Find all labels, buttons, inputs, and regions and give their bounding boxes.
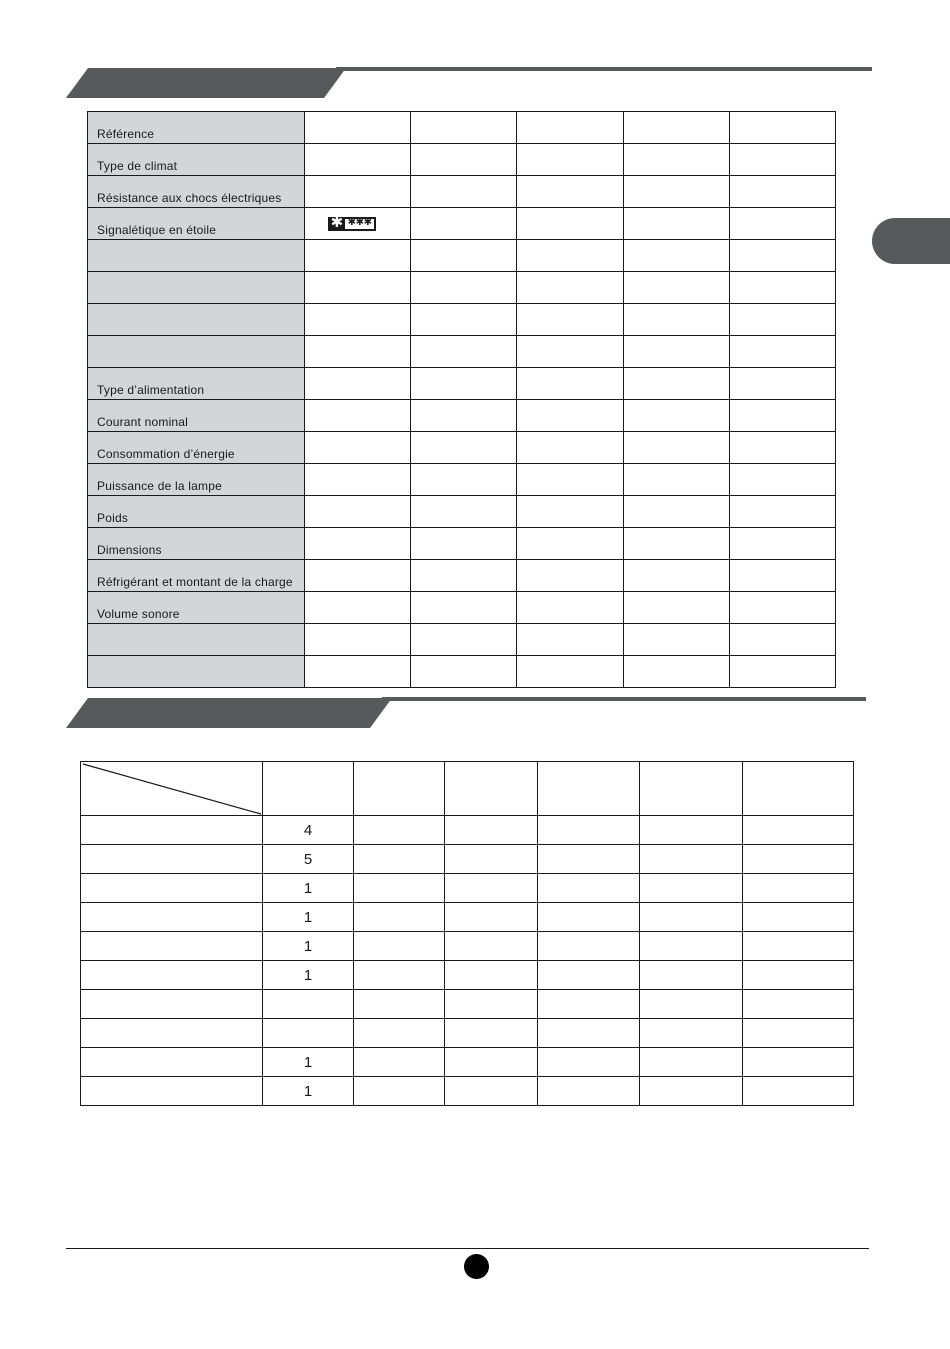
parts-value-cell (445, 1048, 538, 1077)
spec-row (88, 304, 836, 336)
parts-value-cell (354, 1048, 445, 1077)
spec-value-cell (411, 304, 517, 336)
header-cell (640, 762, 743, 816)
spec-value-cell (623, 464, 729, 496)
spec-row (88, 496, 836, 528)
parts-value-cell (640, 903, 743, 932)
spec-label: Consommation d’énergie (88, 432, 305, 464)
parts-value-cell (538, 932, 640, 961)
parts-value-cell (445, 903, 538, 932)
parts-value-cell (445, 961, 538, 990)
spec-value-cell (411, 464, 517, 496)
spec-value-cell (729, 496, 835, 528)
parts-value-cell (640, 1077, 743, 1106)
spec-value-cell (729, 432, 835, 464)
spec-value-cell (411, 240, 517, 272)
spec-value-cell (305, 336, 411, 368)
spec-row (88, 368, 836, 400)
spec-row (88, 624, 836, 656)
spec-value-cell (623, 432, 729, 464)
spec-value-cell (623, 304, 729, 336)
spec-label (88, 656, 305, 688)
spec-value-cell (729, 304, 835, 336)
parts-value-cell (640, 874, 743, 903)
spec-value-cell (305, 656, 411, 688)
spec-value-cell (517, 208, 623, 240)
spec-value-cell (729, 176, 835, 208)
spec-value-cell (623, 560, 729, 592)
spec-value-cell (517, 272, 623, 304)
parts-value-cell (538, 1019, 640, 1048)
spec-value-cell (517, 528, 623, 560)
spec-label: Référence (88, 112, 305, 144)
parts-value-cell (354, 990, 445, 1019)
parts-row (81, 1077, 854, 1106)
parts-value-cell (640, 845, 743, 874)
spec-value-cell (729, 624, 835, 656)
spec-value-cell (305, 400, 411, 432)
spec-value-cell (729, 208, 835, 240)
parts-value-cell (640, 961, 743, 990)
spec-row (88, 208, 836, 240)
spec-value-cell (729, 240, 835, 272)
spec-value-cell (411, 432, 517, 464)
parts-row (81, 845, 854, 874)
spec-label: Signalétique en étoile (88, 208, 305, 240)
spec-label: Puissance de la lampe (88, 464, 305, 496)
parts-value-cell (354, 816, 445, 845)
parts-label-cell (81, 816, 263, 845)
spec-label (88, 336, 305, 368)
parts-value-cell (640, 932, 743, 961)
parts-value-cell (538, 1077, 640, 1106)
spec-value-cell (623, 400, 729, 432)
spec-value-cell (305, 144, 411, 176)
spec-value-cell (729, 272, 835, 304)
parts-quantity-cell: 5 (263, 845, 354, 874)
spec-value-cell (623, 112, 729, 144)
parts-value-cell (743, 816, 854, 845)
spec-value-cell (305, 496, 411, 528)
spec-value-cell (729, 368, 835, 400)
spec-value-cell (729, 400, 835, 432)
spec-value-cell (729, 656, 835, 688)
spec-value-cell (517, 560, 623, 592)
parts-value-cell (743, 932, 854, 961)
parts-quantity-cell: 1 (263, 961, 354, 990)
parts-value-cell (445, 845, 538, 874)
parts-value-cell (354, 932, 445, 961)
parts-value-cell (538, 1048, 640, 1077)
spec-value-cell (623, 592, 729, 624)
parts-value-cell (445, 1077, 538, 1106)
section-banner-specs (66, 66, 872, 100)
parts-quantity-cell (263, 1019, 354, 1048)
spec-value-cell (517, 144, 623, 176)
parts-value-cell (743, 990, 854, 1019)
spec-value-cell (517, 336, 623, 368)
spec-value-cell (517, 368, 623, 400)
spec-label: Réfrigérant et montant de la charge (88, 560, 305, 592)
spec-row (88, 464, 836, 496)
spec-value-cell (411, 208, 517, 240)
parts-value-cell (538, 903, 640, 932)
spec-value-cell (623, 208, 729, 240)
spec-label: Poids (88, 496, 305, 528)
spec-value-cell (305, 240, 411, 272)
parts-label-cell (81, 1077, 263, 1106)
spec-value-cell (411, 112, 517, 144)
spec-value-cell (729, 528, 835, 560)
parts-quantity-cell: 1 (263, 903, 354, 932)
spec-value-cell (517, 240, 623, 272)
spec-row (88, 240, 836, 272)
spec-value-cell (411, 272, 517, 304)
spec-value-cell (305, 528, 411, 560)
parts-value-cell (538, 990, 640, 1019)
parts-value-cell (743, 903, 854, 932)
parts-quantity-cell: 1 (263, 932, 354, 961)
header-cell (354, 762, 445, 816)
spec-value-cell (517, 592, 623, 624)
parts-value-cell (538, 874, 640, 903)
spec-value-cell (305, 368, 411, 400)
parts-quantity-cell: 1 (263, 1048, 354, 1077)
spec-value-cell (623, 336, 729, 368)
spec-value-cell (623, 368, 729, 400)
parts-label-cell (81, 932, 263, 961)
spec-label: Courant nominal (88, 400, 305, 432)
spec-label: Type d’alimentation (88, 368, 305, 400)
parts-table-header-row (81, 762, 854, 816)
spec-value-cell (623, 496, 729, 528)
spec-row (88, 592, 836, 624)
spec-value-cell (517, 624, 623, 656)
spec-value-cell (623, 144, 729, 176)
spec-value-cell (517, 176, 623, 208)
spec-row (88, 176, 836, 208)
spec-row (88, 528, 836, 560)
parts-label-cell (81, 903, 263, 932)
freezer-star-rating-icon: ✱ ✱ ✱ ✱ (328, 217, 376, 231)
parts-value-cell (445, 816, 538, 845)
spec-value-cell (517, 432, 623, 464)
parts-value-cell (640, 1048, 743, 1077)
spec-value-cell (623, 656, 729, 688)
spec-value-cell (729, 592, 835, 624)
parts-label-cell (81, 1019, 263, 1048)
parts-value-cell (354, 1077, 445, 1106)
parts-row (81, 1048, 854, 1077)
spec-label (88, 304, 305, 336)
spec-row (88, 144, 836, 176)
spec-value-cell (411, 144, 517, 176)
spec-label (88, 240, 305, 272)
parts-label-cell (81, 845, 263, 874)
parts-value-cell (743, 874, 854, 903)
spec-row (88, 272, 836, 304)
spec-value-cell (411, 560, 517, 592)
parts-quantity-cell (263, 990, 354, 1019)
parts-label-cell (81, 990, 263, 1019)
spec-value-cell (729, 336, 835, 368)
chapter-side-tab (872, 218, 950, 264)
parts-value-cell (743, 1048, 854, 1077)
spec-value-cell (411, 496, 517, 528)
spec-value-cell (729, 144, 835, 176)
parts-row (81, 1019, 854, 1048)
parts-value-cell (538, 845, 640, 874)
parts-value-cell (743, 1077, 854, 1106)
parts-value-cell (354, 874, 445, 903)
spec-value-cell (623, 176, 729, 208)
spec-value-cell (517, 304, 623, 336)
spec-row (88, 560, 836, 592)
spec-value-cell (411, 336, 517, 368)
section-banner-parts (66, 696, 866, 730)
parts-row (81, 874, 854, 903)
header-cell (445, 762, 538, 816)
spec-value-cell (411, 528, 517, 560)
spec-value-cell (517, 656, 623, 688)
footer-divider (66, 1248, 869, 1249)
spec-value-cell (411, 176, 517, 208)
parts-quantity-cell: 1 (263, 874, 354, 903)
parts-label-cell (81, 874, 263, 903)
spec-value-cell (305, 112, 411, 144)
spec-value-cell (305, 592, 411, 624)
parts-value-cell (640, 1019, 743, 1048)
spec-value-cell (729, 560, 835, 592)
parts-value-cell (354, 845, 445, 874)
parts-value-cell (445, 874, 538, 903)
parts-label-cell (81, 1048, 263, 1077)
header-cell (743, 762, 854, 816)
parts-value-cell (354, 903, 445, 932)
parts-row (81, 816, 854, 845)
spec-value-cell (411, 656, 517, 688)
spec-value-cell (623, 624, 729, 656)
parts-label-cell (81, 961, 263, 990)
parts-row (81, 990, 854, 1019)
spec-value-cell (411, 624, 517, 656)
parts-value-cell (445, 990, 538, 1019)
spec-value-cell (517, 464, 623, 496)
parts-value-cell (743, 961, 854, 990)
parts-value-cell (743, 845, 854, 874)
parts-quantity-cell: 1 (263, 1077, 354, 1106)
spec-value-cell (305, 176, 411, 208)
spec-value-cell (729, 464, 835, 496)
parts-value-cell (445, 932, 538, 961)
spec-label: Volume sonore (88, 592, 305, 624)
parts-row (81, 932, 854, 961)
spec-value-cell (623, 272, 729, 304)
spec-value-cell (305, 272, 411, 304)
parts-value-cell (640, 816, 743, 845)
spec-value-cell (305, 560, 411, 592)
specifications-table (87, 111, 836, 688)
section-banner-shape (66, 696, 866, 730)
section-banner-shape (66, 66, 872, 100)
spec-value-cell (411, 400, 517, 432)
parts-value-cell (538, 816, 640, 845)
spec-row (88, 656, 836, 688)
parts-value-cell (538, 961, 640, 990)
spec-value-cell (411, 368, 517, 400)
spec-row (88, 112, 836, 144)
spec-row (88, 400, 836, 432)
spec-label (88, 624, 305, 656)
parts-row (81, 903, 854, 932)
parts-value-cell (445, 1019, 538, 1048)
spec-value-cell (305, 304, 411, 336)
spec-value-cell (623, 240, 729, 272)
spec-value-cell (517, 400, 623, 432)
page-number-badge (464, 1254, 489, 1279)
header-cell (538, 762, 640, 816)
parts-value-cell (640, 990, 743, 1019)
spec-value-cell (305, 464, 411, 496)
diagonal-header-cell (81, 762, 263, 816)
spec-value-cell (517, 112, 623, 144)
spec-label (88, 272, 305, 304)
spec-row (88, 336, 836, 368)
header-cell (263, 762, 354, 816)
parts-value-cell (354, 961, 445, 990)
parts-quantity-cell: 4 (263, 816, 354, 845)
parts-value-cell (354, 1019, 445, 1048)
spec-value-cell (305, 624, 411, 656)
spec-value-cell (729, 112, 835, 144)
parts-value-cell (743, 1019, 854, 1048)
spec-label: Dimensions (88, 528, 305, 560)
spec-label: Type de climat (88, 144, 305, 176)
spec-value-cell (411, 592, 517, 624)
spec-value-cell (305, 432, 411, 464)
parts-table (80, 761, 854, 1106)
spec-value-cell (517, 496, 623, 528)
parts-row (81, 961, 854, 990)
spec-label: Résistance aux chocs électriques (88, 176, 305, 208)
spec-value-cell (623, 528, 729, 560)
spec-row (88, 432, 836, 464)
spec-value-cell (305, 208, 411, 240)
